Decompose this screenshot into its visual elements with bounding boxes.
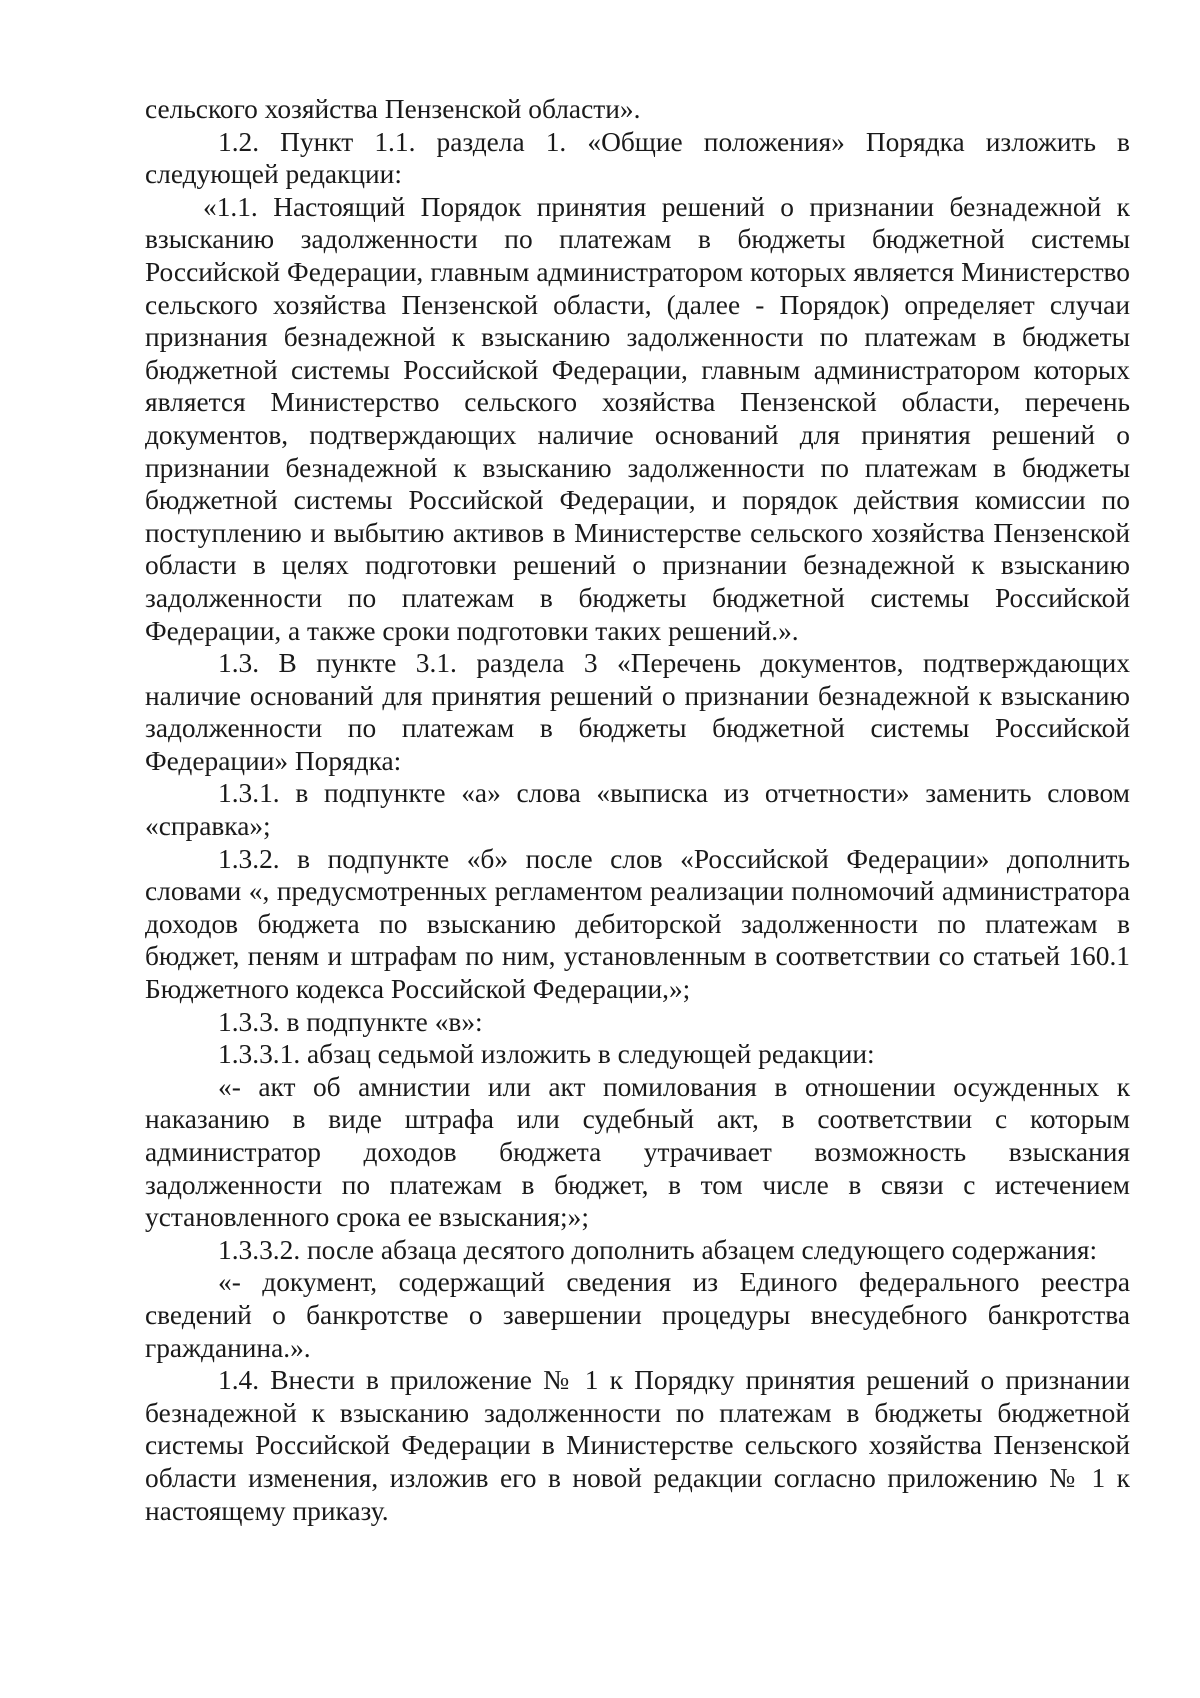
paragraph-amnesty-act: «- акт об амнистии или акт помилования в отношении осужденных к наказанию в виде штрафа или судебный акт, в соответствии с которым администратор доходов бюджета утрачивает возможность взыскания задолженности по платежам в бюджет, в том числе в связи с истечением установленного срока ее взыскания;»; xyxy=(145,1071,1130,1233)
paragraph-1: сельского хозяйства Пензенской области». xyxy=(145,94,641,124)
paragraph-bankruptcy-document: «- документ, содержащий сведения из Единого федерального реестра сведений о банкротстве о завершении процедуры внесудебного банкротства гражданина.». xyxy=(145,1267,1130,1363)
paragraph-1-3-2: 1.3.2. в подпункте «б» после слов «Российской Федерации» дополнить словами «, предусмотренных регламентом реализации полномочий администратора доходов бюджета по взысканию дебиторской задолженности по платежам в бюджет, пеням и штрафам по ним, установленным в соответствии со статьей 160.1 Бюджетного кодекса Российской Федерации,»; xyxy=(145,843,1130,1005)
paragraph-1-3-3-1: 1.3.3.1. абзац седьмой изложить в следующей редакции: xyxy=(218,1039,875,1070)
paragraph-1-1-new-text: «1.1. Настоящий Порядок принятия решений о признании безнадежной к взысканию задолженности по платежам в бюджеты бюджетной системы Российской Федерации, главным администратором которых является Министерство сельского хозяйства Пензенской области, (далее - Порядок) определяет случаи признания безнадежной к взысканию задолженности по платежам в бюджеты бюджетной системы Российской Федерации, главным администратором которых является Министерство сельского хозяйства Пензенской области, перечень документов, подтверждающих наличие оснований для принятия решений о признании безнадежной к взысканию задолженности по платежам в бюджеты бюджетной системы Российской Федерации, и порядок действия комиссии по поступлению и выбытию активов в Министерстве сельского хозяйства Пензенской области в целях подготовки решений о признании безнадежной к взысканию задолженности по платежам в бюджеты бюджетной системы Российской Федерации, а также сроки подготовки таких решений.». xyxy=(145,191,1130,646)
paragraph-1-3-1: 1.3.1. в подпункте «а» слова «выписка из отчетности» заменить словом «справка»; xyxy=(145,778,1130,842)
paragraph-1-4: 1.4. Внести в приложение № 1 к Порядку принятия решений о признании безнадежной к взысканию задолженности по платежам в бюджеты бюджетной системы Российской Федерации в Министерстве сельского хозяйства Пензенской области изменения, изложив его в новой редакции согласно приложению № 1 к настоящему приказу. xyxy=(145,1365,1130,1526)
document-page xyxy=(145,93,1130,1527)
paragraph-1-3-3-2: 1.3.3.2. после абзаца десятого дополнить абзацем следующего содержания: xyxy=(218,1234,1098,1265)
paragraph-1-3-3: 1.3.3. в подпункте «в»: xyxy=(218,1006,483,1037)
paragraph-1-3: 1.3. В пункте 3.1. раздела 3 «Перечень документов, подтверждающих наличие оснований для принятия решений о признании безнадежной к взысканию задолженности по платежам в бюджеты бюджетной системы Российской Федерации» Порядка: xyxy=(145,648,1130,776)
paragraph-1-2: 1.2. Пункт 1.1. раздела 1. «Общие положения» Порядка изложить в следующей редакции: xyxy=(145,126,1130,190)
